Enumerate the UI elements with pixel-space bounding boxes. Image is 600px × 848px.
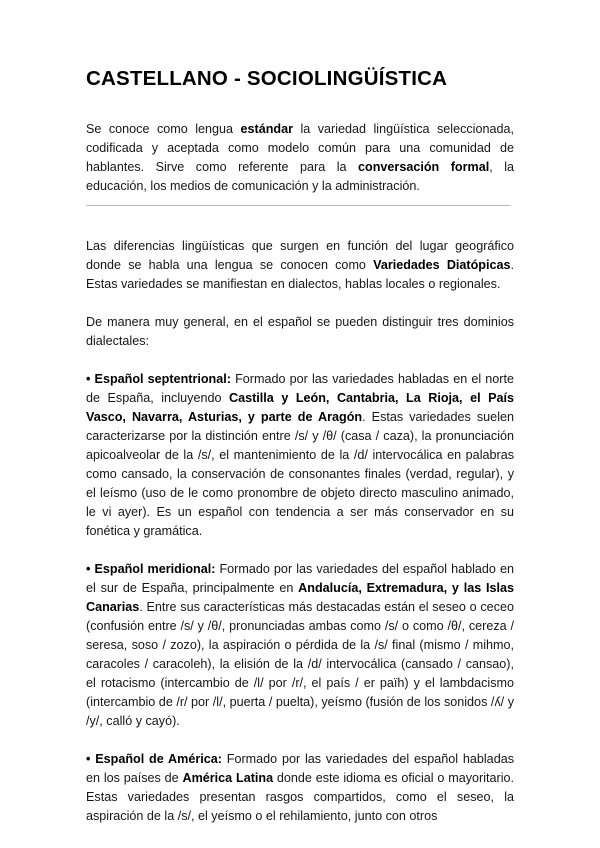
document-title: CASTELLANO - SOCIOLINGÜÍSTICA bbox=[86, 67, 448, 90]
intro-bold-estandar: estándar bbox=[240, 122, 293, 136]
america-text-2: donde este idioma es oficial o mayoritario. Estas variedades presentan rasgos compartidos, como el seseo, la aspiración de la /s/, el yeísmo o el rehilamiento, junto con otros bbox=[86, 771, 514, 823]
meridional-text-1: Formado por las variedades del español hablado en el sur de España, principalmente en bbox=[86, 562, 514, 595]
america-heading: • Español de América: bbox=[86, 752, 222, 766]
meridional-heading: • Español meridional: bbox=[86, 562, 216, 576]
meridional-text-2: . Entre sus características más destacadas están el seseo o ceceo (confusión entre /s/ y /θ/, pronunciadas ambas como /s/ o como /θ/, cereza / seresa, soso / zozo), la aspiración o pérdida de la /s/ final (mismo / mihmo, caracoles / caracoleh), la elisión de la /d/ intervocálica (cansado / cansao), el rotacismo (intercambio de /l/ por /r/, el país / er païh) y el lambdacismo (intercambio de /r/ por /l/, puerta / puelta), yeísmo (fusión de los sonidos /ʎ/ y /y/, calló y cayó). bbox=[86, 600, 514, 728]
diatopic-bold: Variedades Diatópicas bbox=[373, 258, 511, 272]
dominios-paragraph: De manera muy general, en el español se pueden distinguir tres dominios dialectales: bbox=[86, 315, 514, 348]
meridional-regions: Andalucía, Extremadura, y las Islas Canarias bbox=[86, 581, 514, 614]
intro-bold-conversacion: conversación formal bbox=[358, 160, 490, 174]
america-text-1: Formado por las variedades del español habladas en los países de bbox=[86, 752, 514, 785]
septentrional-regions: Castilla y León, Cantabria, La Rioja, el País Vasco, Navarra, Asturias, y parte de Aragón bbox=[86, 391, 514, 424]
septentrional-text-1: Formado por las variedades habladas en el norte de España, incluyendo bbox=[86, 372, 514, 405]
intro-paragraph bbox=[86, 120, 514, 196]
septentrional-heading: • Español septentrional: bbox=[86, 372, 231, 386]
diatopic-text-1: Las diferencias lingüísticas que surgen en función del lugar geográfico donde se habla una lengua se conocen como bbox=[86, 239, 514, 272]
america-region: América Latina bbox=[182, 771, 274, 785]
septentrional-paragraph bbox=[86, 370, 514, 541]
intro-text-2: la variedad lingüística seleccionada, codificada y aceptada como modelo común para una comunidad de hablantes. Sirve como referente para la bbox=[86, 122, 514, 174]
america-paragraph bbox=[86, 750, 514, 826]
intro-text-1: Se conoce como lengua bbox=[86, 122, 241, 136]
meridional-paragraph bbox=[86, 560, 514, 731]
diatopic-paragraph bbox=[86, 237, 514, 294]
intro-text-3: , la educación, los medios de comunicación y la administración. bbox=[86, 160, 515, 193]
section-divider bbox=[86, 205, 510, 206]
septentrional-text-2: . Estas variedades suelen caracterizarse por la distinción entre /s/ y /θ/ (casa / caza), la pronunciación apicoalveolar de la /s/, el mantenimiento de la /d/ intervocálica en palabras como cansado, la conservación de consonantes finales (verdad, regular), y el leísmo (uso de le como pronombre de objeto directo masculino animado, le vi ayer). Es un español con tendencia a ser más conservador en su fonética y gramática. bbox=[86, 410, 514, 538]
diatopic-text-2: . Estas variedades se manifiestan en dialectos, hablas locales o regionales. bbox=[86, 258, 515, 291]
